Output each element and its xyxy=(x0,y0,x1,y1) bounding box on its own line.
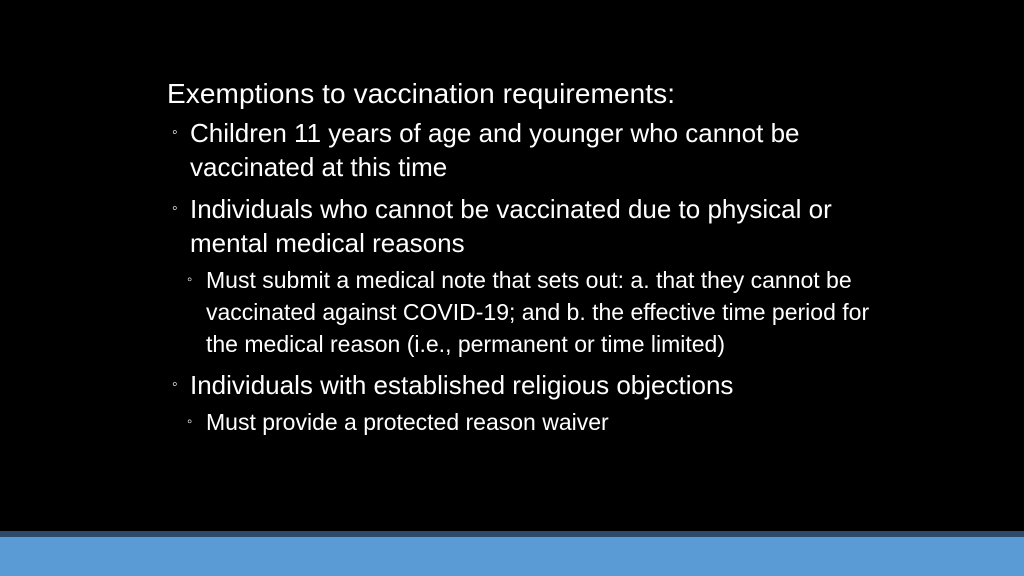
footer-bar xyxy=(0,537,1024,576)
bullet-text: Individuals who cannot be vaccinated due to physical or mental medical reasons xyxy=(190,194,832,258)
slide-content xyxy=(167,74,887,438)
slide-heading: Exemptions to vaccination requirements: xyxy=(167,78,676,109)
bullet-text: Individuals with established religious objections xyxy=(190,370,734,400)
bullet-text: Children 11 years of age and younger who cannot be vaccinated at this time xyxy=(190,118,800,182)
bullet-item-religious-objections xyxy=(167,368,887,402)
sub-bullet-item-waiver xyxy=(167,406,887,438)
hollow-circle-bullet-icon: ◦ xyxy=(187,271,193,288)
bullet-text: Must submit a medical note that sets out: a. that they cannot be vaccinated against COVID-19; and b. the effective time period for the medical reason (i.e., permanent or time limited) xyxy=(206,267,870,357)
sub-bullet-item-medical-note xyxy=(167,264,887,360)
hollow-circle-bullet-icon: ◦ xyxy=(172,376,178,393)
hollow-circle-bullet-icon: ◦ xyxy=(172,200,178,217)
bullet-item-children xyxy=(167,116,887,184)
hollow-circle-bullet-icon: ◦ xyxy=(172,124,178,141)
hollow-circle-bullet-icon: ◦ xyxy=(187,413,193,430)
bullet-text: Must provide a protected reason waiver xyxy=(206,409,609,435)
bullet-item-medical-reasons xyxy=(167,192,887,260)
